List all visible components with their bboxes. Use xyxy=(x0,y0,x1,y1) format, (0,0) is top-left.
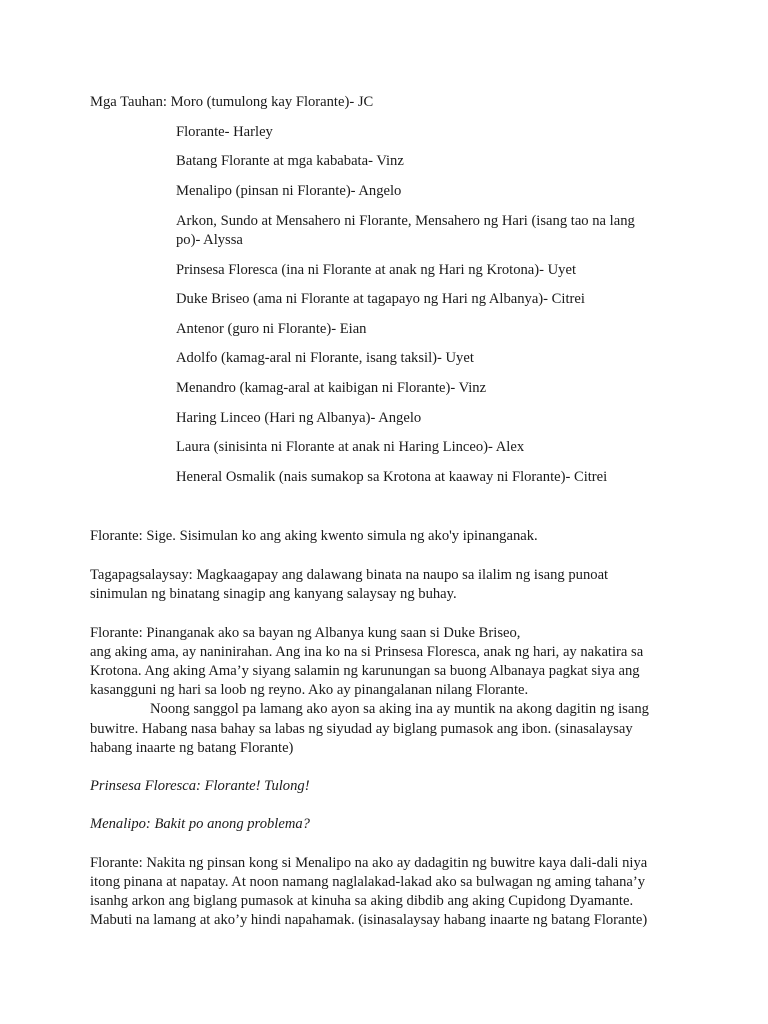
script-line-italic: Prinsesa Floresca: Florante! Tulong! xyxy=(90,778,310,794)
script-line: Mabuti na lamang at ako’y hindi napahamak. (isinasalaysay habang inaarte ng batang Florante) xyxy=(90,912,648,928)
cast-role-prinsesa-floresca: Prinsesa Floresca (ina ni Florante at anak ng Hari ng Krotona)- Uyet xyxy=(176,262,576,278)
script-line-italic: Menalipo: Bakit po anong problema? xyxy=(90,816,310,832)
cast-role-arkon-cont: po)- Alyssa xyxy=(176,232,243,248)
script-line: Tagapagsalaysay: Magkaagapay ang dalawang binata na naupo sa ilalim ng isang punoat xyxy=(90,567,609,583)
cast-role-antenor: Antenor (guro ni Florante)- Eian xyxy=(176,321,367,337)
script-line: Noong sanggol pa lamang ako ayon sa aking ina ay muntik na akong dagitin ng isang xyxy=(150,701,649,717)
cast-role-menandro: Menandro (kamag-aral at kaibigan ni Florante)- Vinz xyxy=(176,380,487,396)
script-line: kasangguni ng hari sa loob ng reyno. Ako ay pinangalanan nilang Florante. xyxy=(90,682,529,698)
script-line: itong pinana at napatay. At noon namang naglalakad-lakad ako sa bulwagan ng aming tahana’y xyxy=(90,874,646,890)
cast-role-duke-briseo: Duke Briseo (ama ni Florante at tagapayo ng Hari ng Albanya)- Citrei xyxy=(176,291,585,307)
script-line: Krotona. Ang aking Ama’y siyang salamin ng karunungan sa buong Albanaya pagkat siya ang xyxy=(90,663,640,679)
script-line: sinimulan ng binatang sinagip ang kanyang salaysay ng buhay. xyxy=(90,586,457,602)
cast-role-heneral-osmalik: Heneral Osmalik (nais sumakop sa Krotona at kaaway ni Florante)- Citrei xyxy=(176,469,608,485)
cast-role-arkon: Arkon, Sundo at Mensahero ni Florante, Mensahero ng Hari (isang tao na lang xyxy=(176,213,635,229)
cast-role-batang-florante: Batang Florante at mga kababata- Vinz xyxy=(176,153,404,169)
script-line: buwitre. Habang nasa bahay sa labas ng siyudad ay biglang pumasok ang ibon. (sinasalaysay xyxy=(90,721,633,737)
cast-heading: Mga Tauhan: Moro (tumulong kay Florante)- JC xyxy=(90,94,374,110)
script-line: habang inaarte ng batang Florante) xyxy=(90,740,294,756)
script-line: isanhg arkon ang biglang pumasok at kinuha sa aking dibdib ang aking Cupidong Dyamante. xyxy=(90,893,634,909)
script-line: Florante: Sige. Sisimulan ko ang aking kwento simula ng ako'y ipinanganak. xyxy=(90,528,538,544)
cast-role-laura: Laura (sinisinta ni Florante at anak ni Haring Linceo)- Alex xyxy=(176,439,525,455)
cast-role-menalipo: Menalipo (pinsan ni Florante)- Angelo xyxy=(176,183,402,199)
cast-role-florante: Florante- Harley xyxy=(176,124,273,140)
script-line: Florante: Pinanganak ako sa bayan ng Albanya kung saan si Duke Briseo, xyxy=(90,625,521,641)
cast-role-haring-linceo: Haring Linceo (Hari ng Albanya)- Angelo xyxy=(176,410,422,426)
script-line: Florante: Nakita ng pinsan kong si Menalipo na ako ay dadagitin ng buwitre kaya dali-dali niya xyxy=(90,855,648,871)
script-line: ang aking ama, ay naninirahan. Ang ina ko na si Prinsesa Floresca, anak ng hari, ay nakatira sa xyxy=(90,644,644,660)
cast-role-adolfo: Adolfo (kamag-aral ni Florante, isang taksil)- Uyet xyxy=(176,350,474,366)
